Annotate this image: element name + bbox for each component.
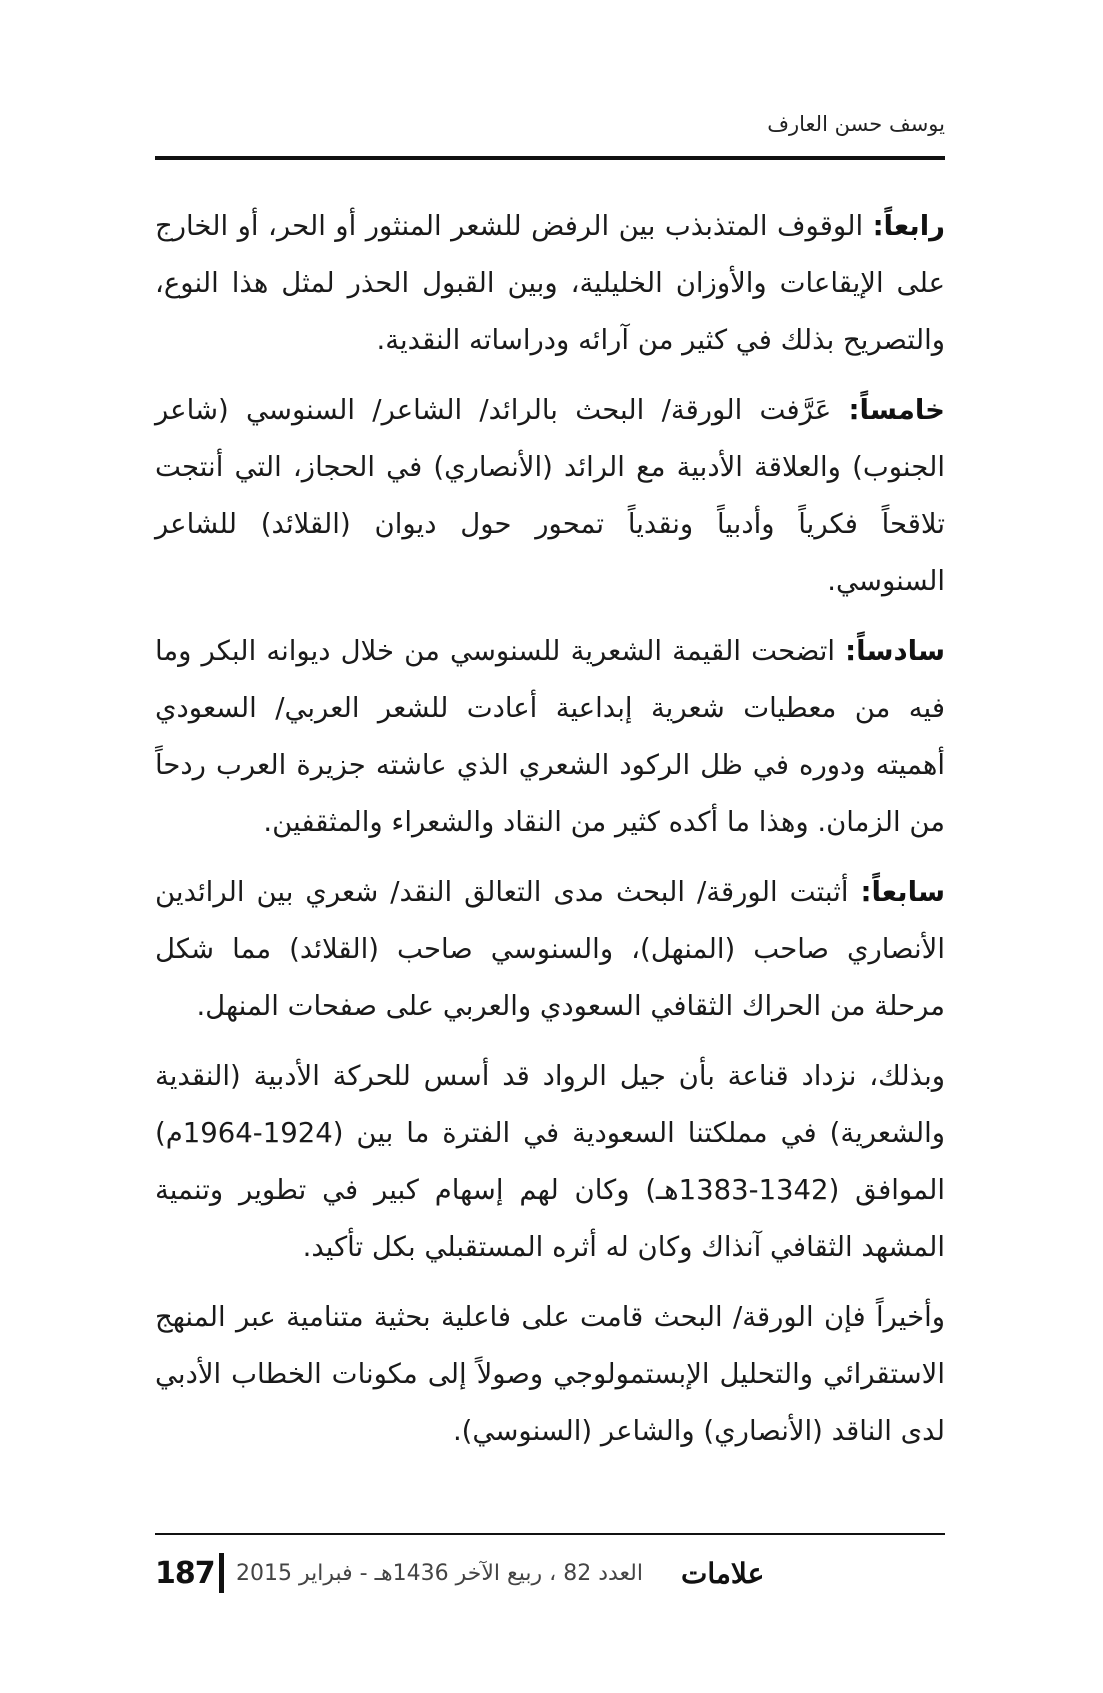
paragraph-sixth bbox=[155, 623, 945, 851]
paragraph-lead: رابعاً: bbox=[872, 210, 945, 242]
running-header-author: يوسف حسن العارف bbox=[767, 112, 945, 136]
page-footer bbox=[155, 1548, 945, 1598]
paragraph-lead: سادساً: bbox=[845, 635, 945, 667]
paragraph-lead: خامساً: bbox=[848, 394, 945, 426]
paragraph-conclusion bbox=[155, 1048, 945, 1276]
paragraph-lead: سابعاً: bbox=[860, 876, 945, 908]
paragraph-text: وأخيراً فإن الورقة/ البحث قامت على فاعلية بحثية متنامية عبر المنهج الاستقرائي والتحليل الإبستمولوجي وصولاً إلى مكونات الخطاب الأدبي لدى الناقد (الأنصاري) والشاعر (السنوسي). bbox=[155, 1301, 945, 1447]
paragraph-text: عَرَّفت الورقة/ البحث بالرائد/ الشاعر/ السنوسي (شاعر الجنوب) والعلاقة الأدبية مع الرائد (الأنصاري) في الحجاز، التي أنتجت تلاقحاً فكرياً وأدبياً ونقدياً تمحور حول ديوان (القلائد) للشاعر السنوسي. bbox=[155, 394, 945, 597]
page-number: 187 bbox=[155, 1555, 215, 1591]
paragraph-text: الوقوف المتذبذب بين الرفض للشعر المنثور أو الحر، أو الخارج على الإيقاعات والأوزان الخليلية، وبين القبول الحذر لمثل هذا النوع، والتصريح بذلك في كثير من آرائه ودراساته النقدية. bbox=[155, 210, 945, 356]
footer-divider bbox=[155, 1533, 945, 1535]
footer-separator-bar bbox=[219, 1553, 224, 1593]
journal-logo: علامات bbox=[681, 1556, 765, 1590]
paragraph-text: أثبتت الورقة/ البحث مدى التعالق النقد/ شعري بين الرائدين الأنصاري صاحب (المنهل)، والسنوسي صاحب (القلائد) مما شكل مرحلة من الحراك الثقافي السعودي والعربي على صفحات المنهل. bbox=[155, 876, 945, 1022]
paragraph-fourth bbox=[155, 198, 945, 369]
paragraph-final bbox=[155, 1289, 945, 1460]
issue-info: العدد 82 ، ربيع الآخر 1436هـ - فبراير 2015 bbox=[236, 1560, 643, 1586]
paragraph-text: اتضحت القيمة الشعرية للسنوسي من خلال ديوانه البكر وما فيه من معطيات شعرية إبداعية أعادت للشعر العربي/ السعودي أهميته ودوره في ظل الركود الشعري الذي عاشته جزيرة العرب ردحاً من الزمان. وهذا ما أكده كثير من النقاد والشعراء والمثقفين. bbox=[155, 635, 945, 838]
paragraph-text: وبذلك، نزداد قناعة بأن جيل الرواد قد أسس للحركة الأدبية (النقدية والشعرية) في مملكتنا السعودية في الفترة ما بين (1924-1964م) الموافق (1342-1383هـ) وكان لهم إسهام كبير في تطوير وتنمية المشهد الثقافي آنذاك وكان له أثره المستقبلي بكل تأكيد. bbox=[155, 1060, 945, 1263]
article-body bbox=[155, 198, 945, 1473]
paragraph-fifth bbox=[155, 382, 945, 610]
paragraph-seventh bbox=[155, 864, 945, 1035]
header-divider bbox=[155, 156, 945, 160]
